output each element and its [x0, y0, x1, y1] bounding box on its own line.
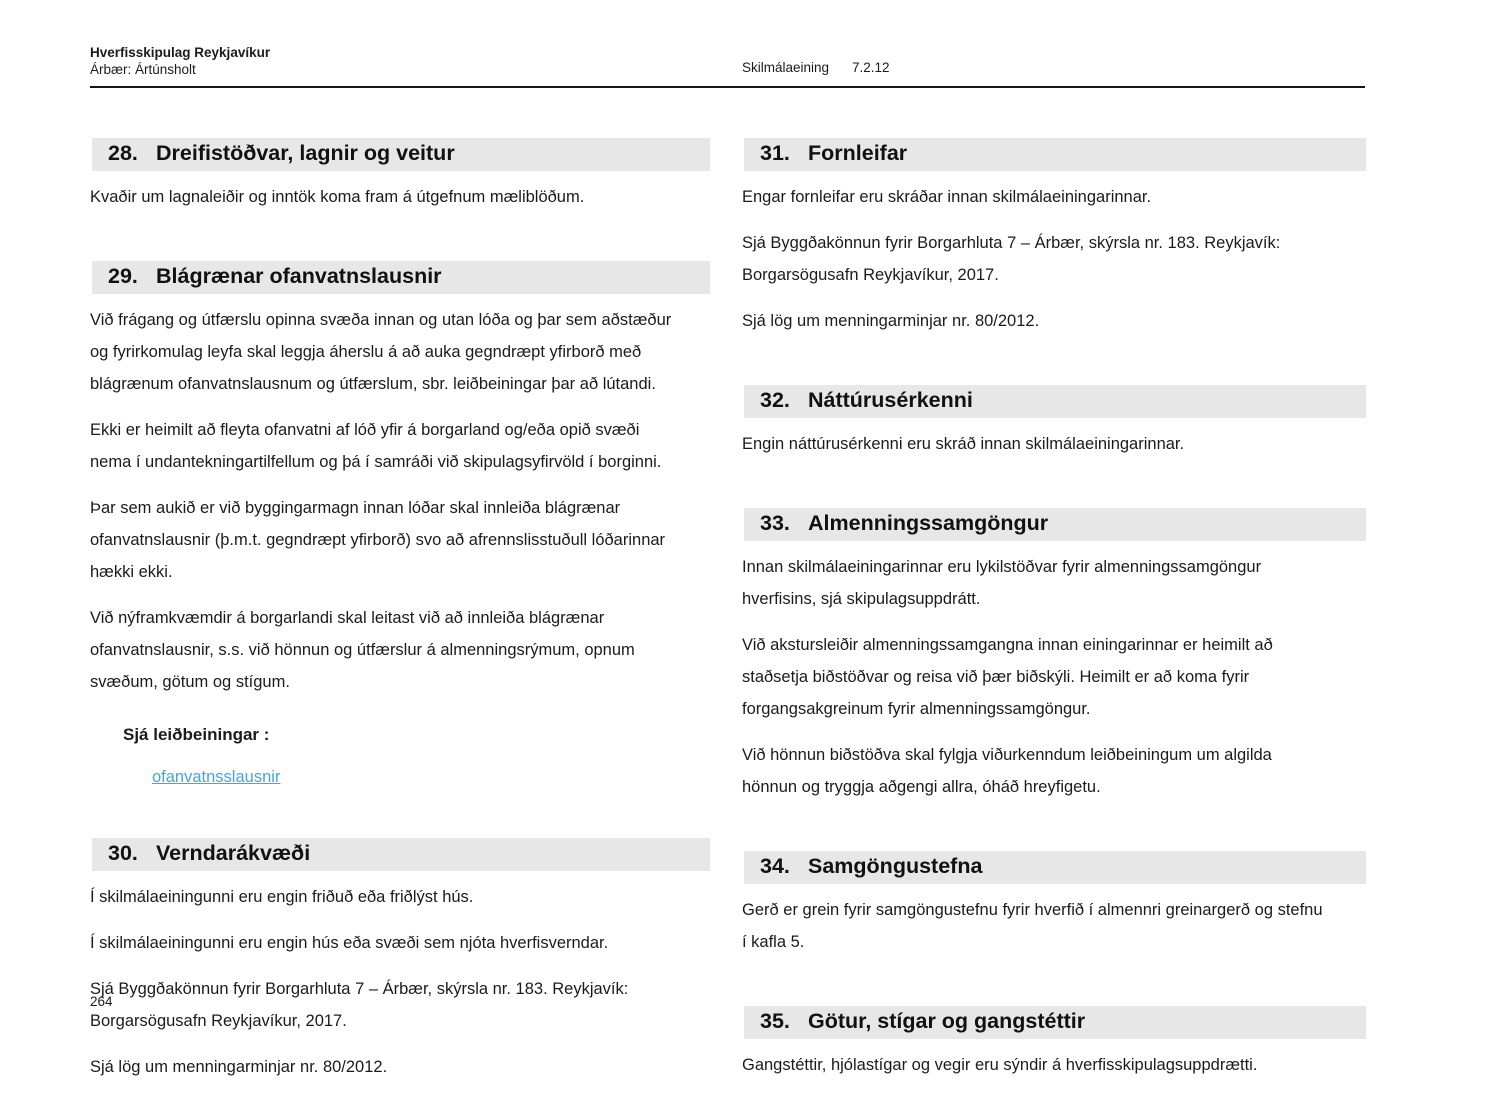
paragraph: Við hönnun biðstöðva skal fylgja viðurkenndum leiðbeiningum um algilda hönnun og tryggja aðgengi allra, óháð hreyfigetu. — [742, 746, 1272, 796]
right-column — [742, 138, 1366, 1097]
section-30 — [90, 838, 710, 1083]
document-subtitle: Árbær: Ártúnsholt — [90, 62, 196, 77]
paragraph: Sjá Byggðakönnun fyrir Borgarhluta 7 – Árbær, skýrsla nr. 183. Reykjavík: Borgarsögusafn Reykjavíkur, 2017. — [90, 980, 629, 1030]
paragraph: Sjá Byggðakönnun fyrir Borgarhluta 7 – Árbær, skýrsla nr. 183. Reykjavík: Borgarsögusafn Reykjavíkur, 2017. — [742, 234, 1281, 284]
section-title: Dreifistöðvar, lagnir og veitur — [156, 141, 455, 165]
paragraph: Í skilmálaeiningunni eru engin hús eða svæði sem njóta hverfisverndar. — [90, 934, 609, 952]
paragraph: Sjá lög um menningarminjar nr. 80/2012. — [90, 1058, 388, 1076]
section-number: 34. — [760, 854, 790, 878]
meta-value: 7.2.12 — [852, 60, 890, 75]
section-heading — [92, 838, 710, 871]
section-number: 32. — [760, 388, 790, 412]
header-meta — [742, 60, 890, 75]
meta-label: Skilmálaeining — [742, 60, 830, 75]
section-heading — [92, 138, 710, 171]
section-29 — [90, 261, 710, 790]
section-heading — [744, 138, 1366, 171]
paragraph: Í skilmálaeiningunni eru engin friðuð eða friðlýst hús. — [90, 888, 474, 906]
section-heading — [744, 1006, 1366, 1039]
section-number: 28. — [108, 141, 138, 165]
section-heading — [744, 851, 1366, 884]
paragraph: Sjá lög um menningarminjar nr. 80/2012. — [742, 312, 1040, 330]
paragraph: Við frágang og útfærslu opinna svæða innan og utan lóða og þar sem aðstæður og fyrirkomulag leyfa skal leggja áherslu á að auka gegndræpt yfirborð með blágrænum ofanvatnslausnum og útfærslum, sbr. leiðbeiningar þar að lútandi. — [90, 311, 672, 393]
left-column — [90, 138, 710, 1097]
section-heading — [92, 261, 710, 294]
paragraph: Innan skilmálaeiningarinnar eru lykilstöðvar fyrir almenningssamgöngur hverfisins, sjá skipulagsuppdrátt. — [742, 558, 1262, 608]
section-34 — [742, 851, 1366, 958]
paragraph: Ekki er heimilt að fleyta ofanvatni af lóð yfir á borgarland og/eða opið svæði nema í undantekningartilfellum og þá í samráði við skipulagsyfirvöld í borginni. — [90, 421, 662, 471]
section-number: 30. — [108, 841, 138, 865]
document-header — [90, 44, 270, 78]
content-columns — [90, 138, 1366, 1097]
section-title: Almenningssamgöngur — [808, 511, 1049, 535]
section-31 — [742, 138, 1366, 337]
paragraph: Engin náttúrusérkenni eru skráð innan skilmálaeiningarinnar. — [742, 435, 1185, 453]
section-number: 33. — [760, 511, 790, 535]
section-title: Fornleifar — [808, 141, 908, 165]
paragraph: Við akstursleiðir almenningssamgangna innan einingarinnar er heimilt að staðsetja biðstöðvar og reisa við þær biðskýli. Heimilt er að koma fyrir forgangsakgreinum fyrir almenningssamgöngur. — [742, 636, 1273, 718]
section-heading — [744, 385, 1366, 418]
paragraph: Þar sem aukið er við byggingarmagn innan lóðar skal innleiða blágrænar ofanvatnslausnir (þ.m.t. gegndræpt yfirborð) svo að afrennslisstuðull lóðarinnar hækki ekki. — [90, 499, 666, 581]
header-rule — [90, 86, 1365, 88]
section-title: Verndarákvæði — [156, 841, 311, 865]
guidelines-link-row — [152, 764, 710, 790]
document-title: Hverfisskipulag Reykjavíkur — [90, 45, 271, 60]
guidelines-link[interactable]: ofanvatnsslausnir — [152, 768, 281, 786]
section-title: Götur, stígar og gangstéttir — [808, 1009, 1086, 1033]
section-28 — [90, 138, 710, 213]
see-guidelines-note: Sjá leiðbeiningar : — [123, 725, 270, 744]
section-32 — [742, 385, 1366, 460]
paragraph: Við nýframkvæmdir á borgarlandi skal leitast við að innleiða blágrænar ofanvatnslausnir, s.s. við hönnun og útfærslur á almenningsrýmum, opnum svæðum, götum og stígum. — [90, 609, 635, 691]
section-number: 31. — [760, 141, 790, 165]
paragraph: Engar fornleifar eru skráðar innan skilmálaeiningarinnar. — [742, 188, 1152, 206]
section-title: Náttúrusérkenni — [808, 388, 973, 412]
page-number: 264 — [90, 994, 113, 1009]
paragraph: Gerð er grein fyrir samgöngustefnu fyrir hverfið í almennri greinargerð og stefnu í kafla 5. — [742, 901, 1323, 951]
paragraph: Kvaðir um lagnaleiðir og inntök koma fram á útgefnum mæliblöðum. — [90, 188, 585, 206]
section-title: Blágrænar ofanvatnslausnir — [156, 264, 442, 288]
section-35 — [742, 1006, 1366, 1081]
section-title: Samgöngustefna — [808, 854, 983, 878]
section-heading — [744, 508, 1366, 541]
section-number: 29. — [108, 264, 138, 288]
section-33 — [742, 508, 1366, 803]
section-number: 35. — [760, 1009, 790, 1033]
paragraph: Gangstéttir, hjólastígar og vegir eru sýndir á hverfisskipulagsuppdrætti. — [742, 1056, 1258, 1074]
